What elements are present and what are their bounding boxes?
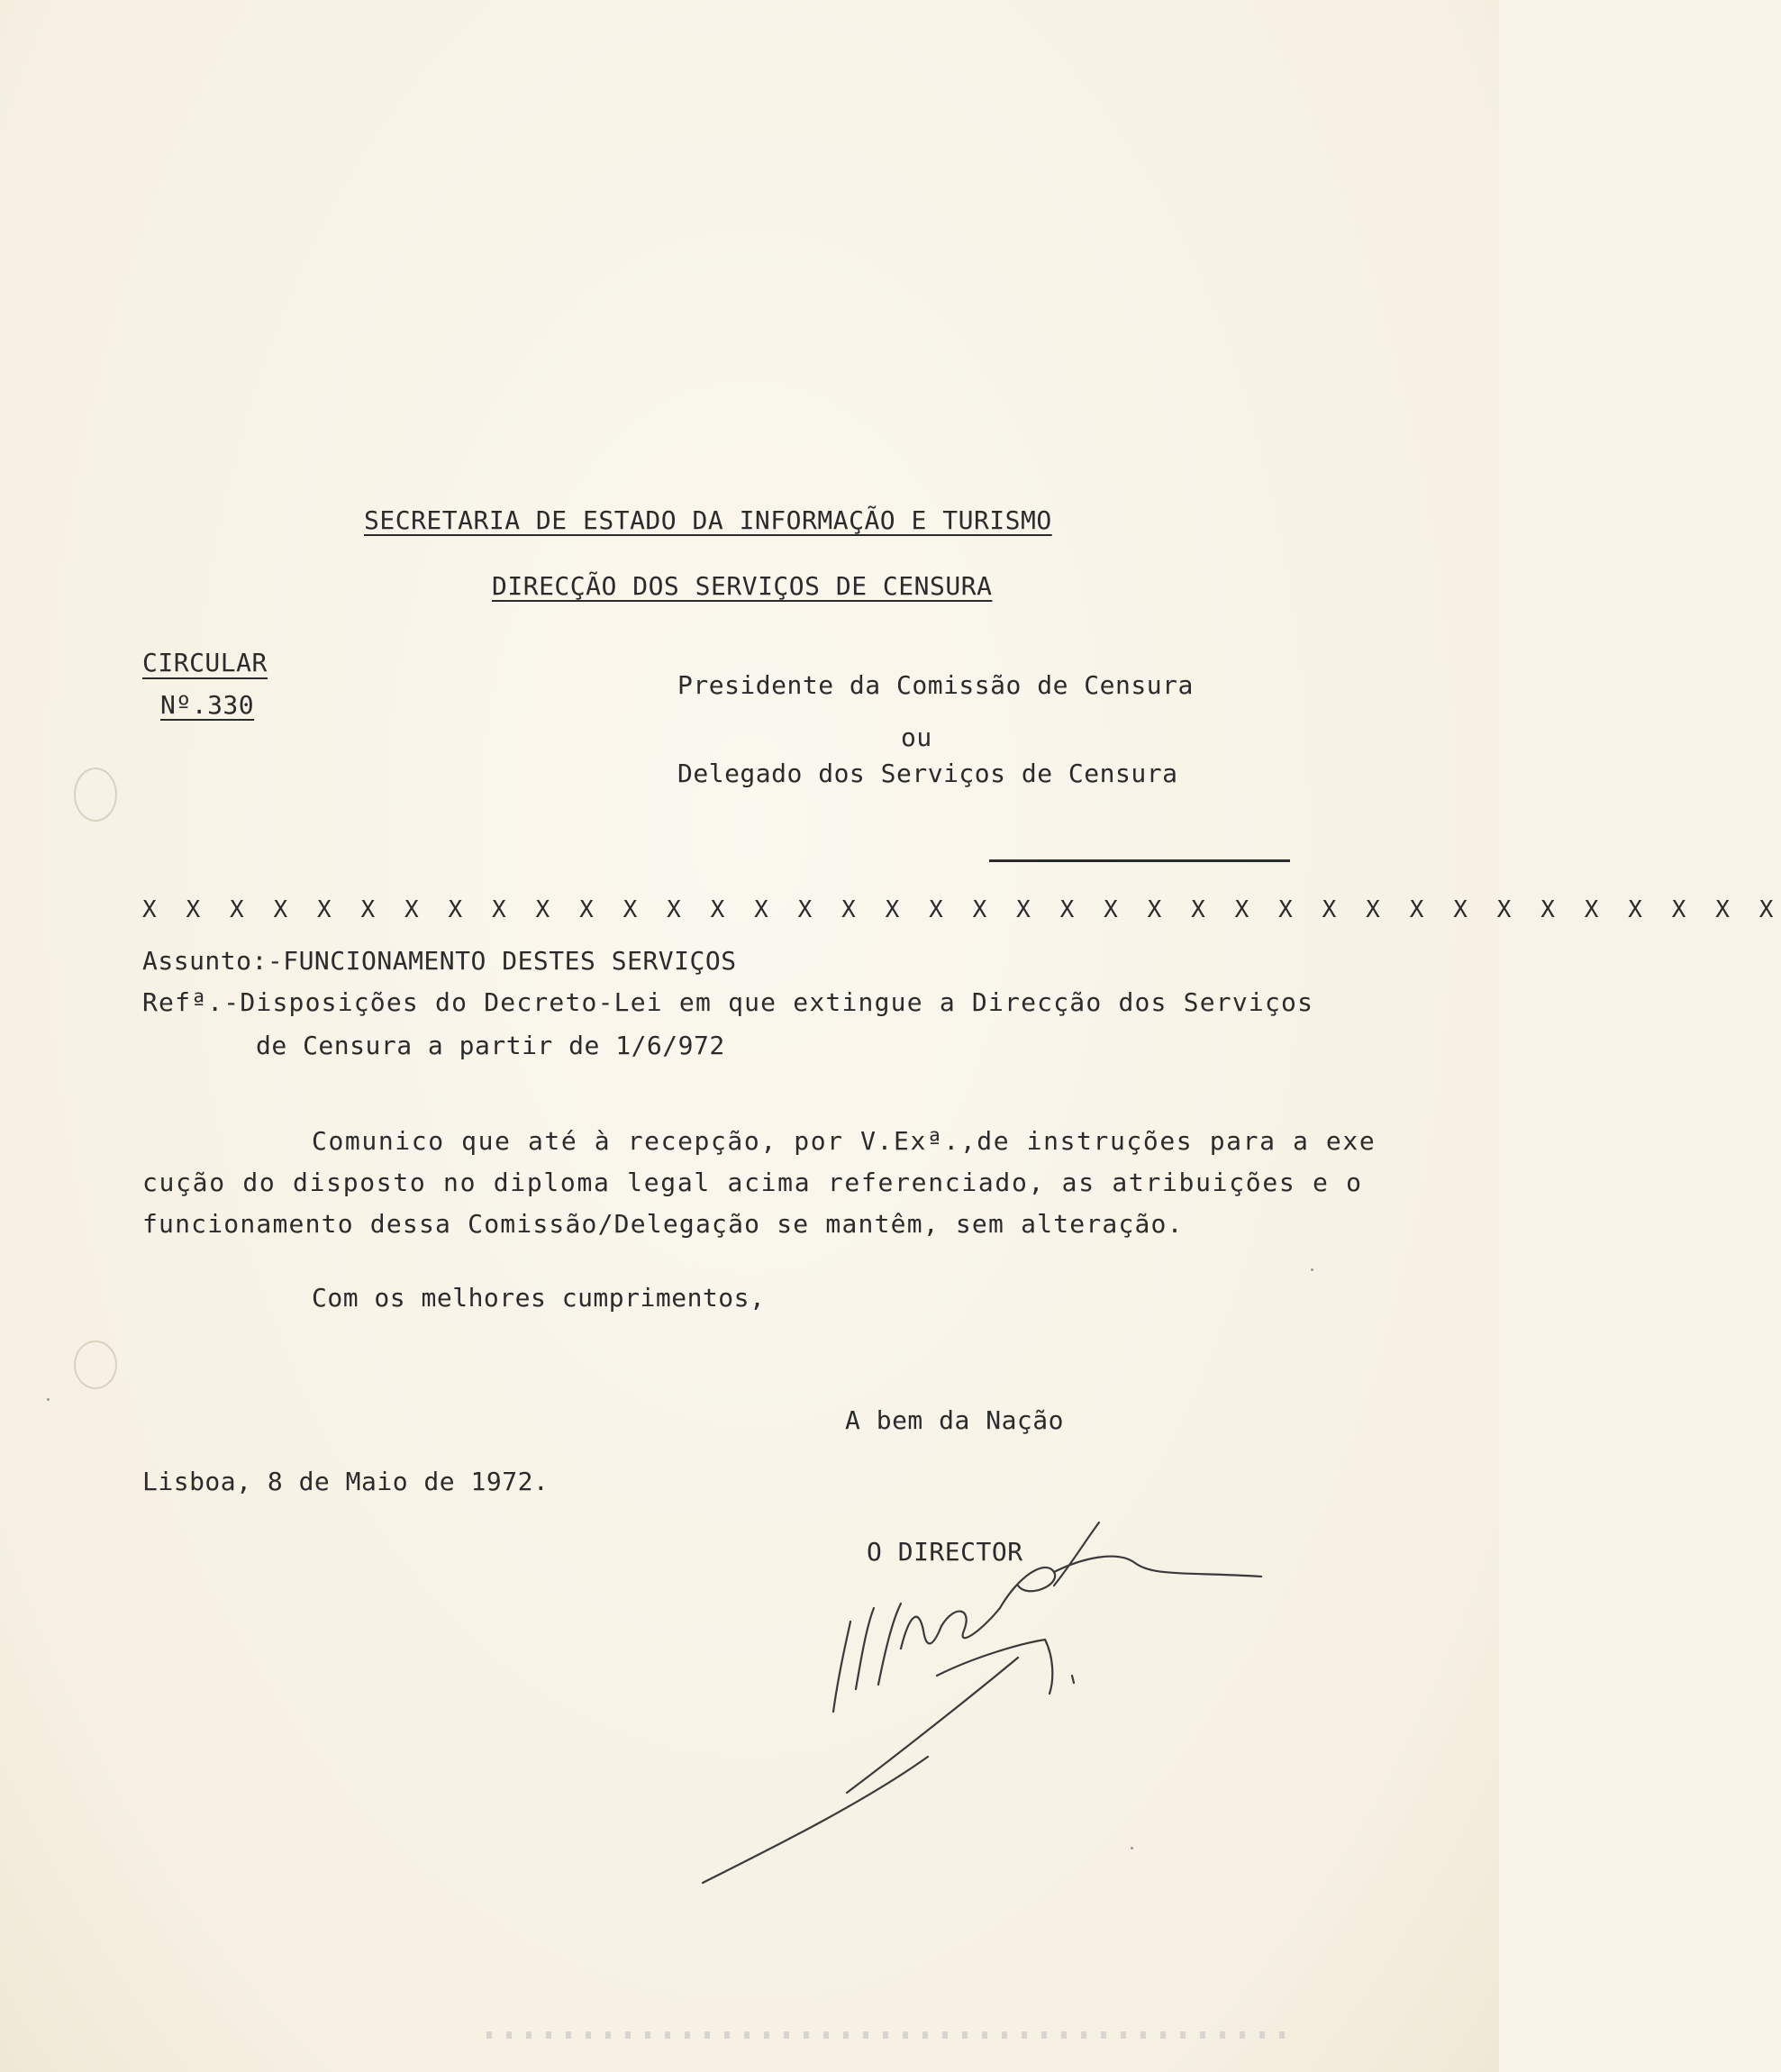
signatory-title: O DIRECTOR [867,1537,1023,1567]
ministry-heading: SECRETARIA DE ESTADO DA INFORMAÇÃO E TURISMO [364,505,1052,535]
body-line-2: cução do disposto no diploma legal acima referenciado, as atribuições e o [142,1168,1363,1197]
circular-number: Nº.330 [160,690,255,720]
separator-line: X X X X X X X X X X X X X X X X X X X X X X X X X X X X X X X X X X X X X X [142,896,1781,923]
addressee-line-3: Delegado dos Serviços de Censura [677,759,1178,788]
direction-heading: DIRECÇÃO DOS SERVIÇOS DE CENSURA [492,571,993,601]
motto: A bem da Nação [845,1405,1065,1435]
page-smudge [74,768,117,822]
page-smudge [74,1340,117,1389]
addressee-line-1: Presidente da Comissão de Censura [677,670,1194,700]
scan-speckle [486,2031,1297,2039]
page-speck [1311,1268,1313,1271]
subject-line: Assunto:-FUNCIONAMENTO DESTES SERVIÇOS [142,946,737,976]
addressee-line-2: ou [901,722,932,752]
address-rule [989,859,1290,862]
page-speck [47,1398,50,1401]
reference-line-2: de Censura a partir de 1/6/972 [256,1031,725,1060]
body-line-1: Comunico que até à recepção, por V.Exª.,de instruções para a exe [312,1126,1377,1156]
circular-label: CIRCULAR [142,648,268,677]
place-date: Lisboa, 8 de Maio de 1972. [142,1467,550,1496]
closing-line: Com os melhores cumprimentos, [312,1283,766,1313]
director-signature [631,1522,1279,1901]
body-line-3: funcionamento dessa Comissão/Delegação se mantêm, sem alteração. [142,1209,1184,1239]
reference-line-1: Refª.-Disposições do Decreto-Lei em que extingue a Direcção dos Serviços [142,987,1314,1017]
